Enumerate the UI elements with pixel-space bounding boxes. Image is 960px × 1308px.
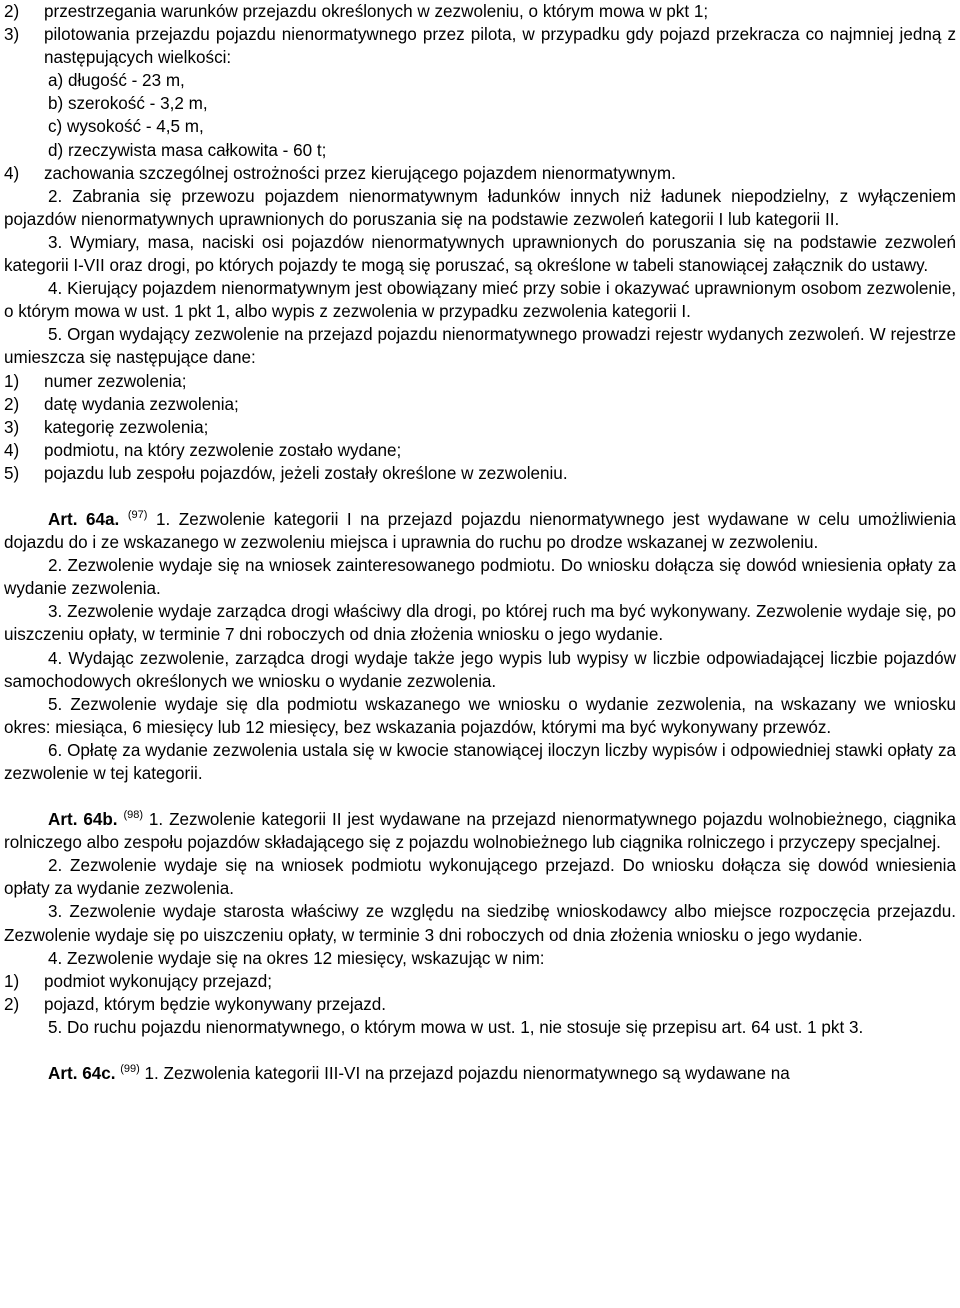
- list-item: [4, 0, 956, 23]
- article-label: Art. 64b.: [48, 810, 118, 830]
- list-item: [4, 23, 956, 69]
- article-label: Art. 64c.: [48, 1064, 116, 1084]
- document-page: [4, 0, 956, 1085]
- list-item-number: 4): [4, 163, 20, 183]
- list-item: [4, 439, 956, 462]
- article-text: 1. Zezwolenia kategorii III-VI na przejazd pojazdu nienormatywnego są wydawane na: [144, 1064, 790, 1084]
- footnote-ref[interactable]: (98): [123, 809, 144, 822]
- paragraph: 4. Kierujący pojazdem nienormatywnym jest obowiązany mieć przy sobie i okazywać uprawnionym osobom zezwolenie, o którym mowa w ust. 1 pkt 1, albo wypis z zezwolenia w przypadku zezwolenia kategorii I.: [4, 279, 956, 322]
- paragraph: 3. Wymiary, masa, naciski osi pojazdów nienormatywnych uprawnionych do poruszania się na podstawie zezwoleń kategorii I-VII oraz drogi, po których pojazdy te mogą się poruszać, są określone w tabeli stanowiącej załącznik do ustawy.: [4, 232, 956, 276]
- list-item-text: przestrzegania warunków przejazdu określonych w zezwoleniu, o którym mowa w pkt 1;: [44, 2, 709, 21]
- article-64a-paragraph-1: [4, 508, 956, 554]
- paragraph: 2. Zabrania się przewozu pojazdem nienormatywnym ładunków innych niż ładunek niepodzielny, z wyłączeniem pojazdów nienormatywnych uprawnionych do poruszania się na podstawie zezwoleń kategorii I lub kategorii II.: [4, 186, 956, 229]
- footnote-ref[interactable]: (99): [120, 1063, 140, 1076]
- paragraph: 3. Zezwolenie wydaje starosta właściwy ze względu na siedzibę wnioskodawcy albo miejsce rozpoczęcia przejazdu. Zezwolenie wydaje się po uiszczeniu opłaty, w terminie 3 dni roboczych od dnia złożenia wniosku o jego wydanie.: [4, 902, 956, 945]
- list-item-number: 5): [4, 463, 20, 483]
- list-item-text: pilotowania przejazdu pojazdu nienormatywnego przez pilota, w przypadku gdy pojazd przekracza co najmniej jedną z następujących wielkości:: [44, 25, 956, 68]
- article-text: 1. Zezwolenie kategorii I na przejazd pojazdu nienormatywnego jest wydawane w celu umożliwienia dojazdu do i ze wskazanego w zezwoleniu miejsca i uprawnia do ruchu po drodze wskazanej w zezwoleniu.: [4, 509, 957, 553]
- spacer: [4, 785, 956, 808]
- list-item-text: datę wydania zezwolenia;: [44, 394, 239, 414]
- paragraph: 4. Zezwolenie wydaje się na okres 12 miesięcy, wskazując w nim:: [48, 948, 545, 968]
- paragraph: 4. Wydając zezwolenie, zarządca drogi wydaje także jego wypis lub wypisy w liczbie odpowiadającej liczbie pojazdów samochodowych określonych we wniosku o wydanie zezwolenia.: [4, 648, 956, 691]
- list-item-text: kategorię zezwolenia;: [44, 417, 209, 437]
- sub-item: c) wysokość - 4,5 m,: [48, 117, 204, 137]
- list-item: [4, 416, 956, 439]
- list-item-text: podmiot wykonujący przejazd;: [44, 971, 273, 991]
- list-item-text: podmiotu, na który zezwolenie zostało wydane;: [44, 440, 402, 460]
- list-item-text: numer zezwolenia;: [44, 371, 187, 391]
- list-item-number: 3): [4, 417, 20, 437]
- article-64c-paragraph-1: [4, 1062, 956, 1085]
- footnote-ref[interactable]: (97): [127, 508, 148, 521]
- paragraph: 2. Zezwolenie wydaje się na wniosek zainteresowanego podmiotu. Do wniosku dołącza się dowód wniesienia opłaty za wydanie zezwolenia.: [4, 556, 956, 599]
- list-item-number: 3): [4, 25, 20, 45]
- list-item-number: 2): [4, 994, 20, 1014]
- list-item-number: 2): [4, 2, 20, 21]
- list-item-text: pojazdu lub zespołu pojazdów, jeżeli zostały określone w zezwoleniu.: [44, 463, 568, 483]
- spacer: [4, 485, 956, 508]
- article-64b-paragraph-1: [4, 808, 956, 854]
- paragraph: 2. Zezwolenie wydaje się na wniosek podmiotu wykonującego przejazd. Do wniosku dołącza się dowód wniesienia opłaty za wydanie zezwolenia.: [4, 856, 956, 899]
- list-item-text: zachowania szczególnej ostrożności przez kierującego pojazdem nienormatywnym.: [44, 163, 676, 183]
- sub-item: b) szerokość - 3,2 m,: [48, 94, 208, 114]
- paragraph: 5. Organ wydający zezwolenie na przejazd pojazdu nienormatywnego prowadzi rejestr wydanych zezwoleń. W rejestrze umieszcza się następujące dane:: [4, 325, 956, 368]
- list-item-number: 4): [4, 440, 20, 460]
- paragraph: 5. Zezwolenie wydaje się dla podmiotu wskazanego we wniosku o wydanie zezwolenia, na wskazany we wniosku okres: miesiąca, 6 miesięcy lub 12 miesięcy, bez wskazania pojazdów, którymi ma być wykonywany przewóz.: [4, 694, 956, 737]
- list-item: [4, 970, 956, 993]
- list-item: [4, 370, 956, 393]
- article-text: 1. Zezwolenie kategorii II jest wydawane na przejazd nienormatywnego pojazdu wolnobieżnego, ciągnika rolniczego albo zespołu pojazdów składającego się z pojazdu wolnobieżnego lub ciągnika rolniczego i przyczepy specjalnej.: [4, 810, 956, 853]
- list-item: [4, 462, 956, 485]
- list-item-number: 1): [4, 971, 20, 991]
- list-item: [4, 393, 956, 416]
- paragraph: 6. Opłatę za wydanie zezwolenia ustala się w kwocie stanowiącej iloczyn liczby wypisów i odpowiedniej stawki opłaty za zezwolenie w tej kategorii.: [4, 740, 956, 783]
- list-item: [4, 162, 956, 185]
- sub-item: a) długość - 23 m,: [48, 71, 185, 91]
- list-item-text: pojazd, którym będzie wykonywany przejazd.: [44, 994, 387, 1014]
- spacer: [4, 1039, 956, 1062]
- list-item: [4, 993, 956, 1016]
- sub-item: d) rzeczywista masa całkowita - 60 t;: [48, 140, 327, 160]
- list-item-number: 2): [4, 394, 20, 414]
- paragraph: 3. Zezwolenie wydaje zarządca drogi właściwy dla drogi, po której ruch ma być wykonywany. Zezwolenie wydaje się, po uiszczeniu opłaty, w terminie 7 dni roboczych od dnia złożenia wniosku o jego wydanie.: [4, 602, 956, 645]
- list-item-number: 1): [4, 371, 20, 391]
- article-label: Art. 64a.: [48, 509, 120, 529]
- paragraph: 5. Do ruchu pojazdu nienormatywnego, o którym mowa w ust. 1, nie stosuje się przepisu art. 64 ust. 1 pkt 3.: [48, 1017, 864, 1037]
